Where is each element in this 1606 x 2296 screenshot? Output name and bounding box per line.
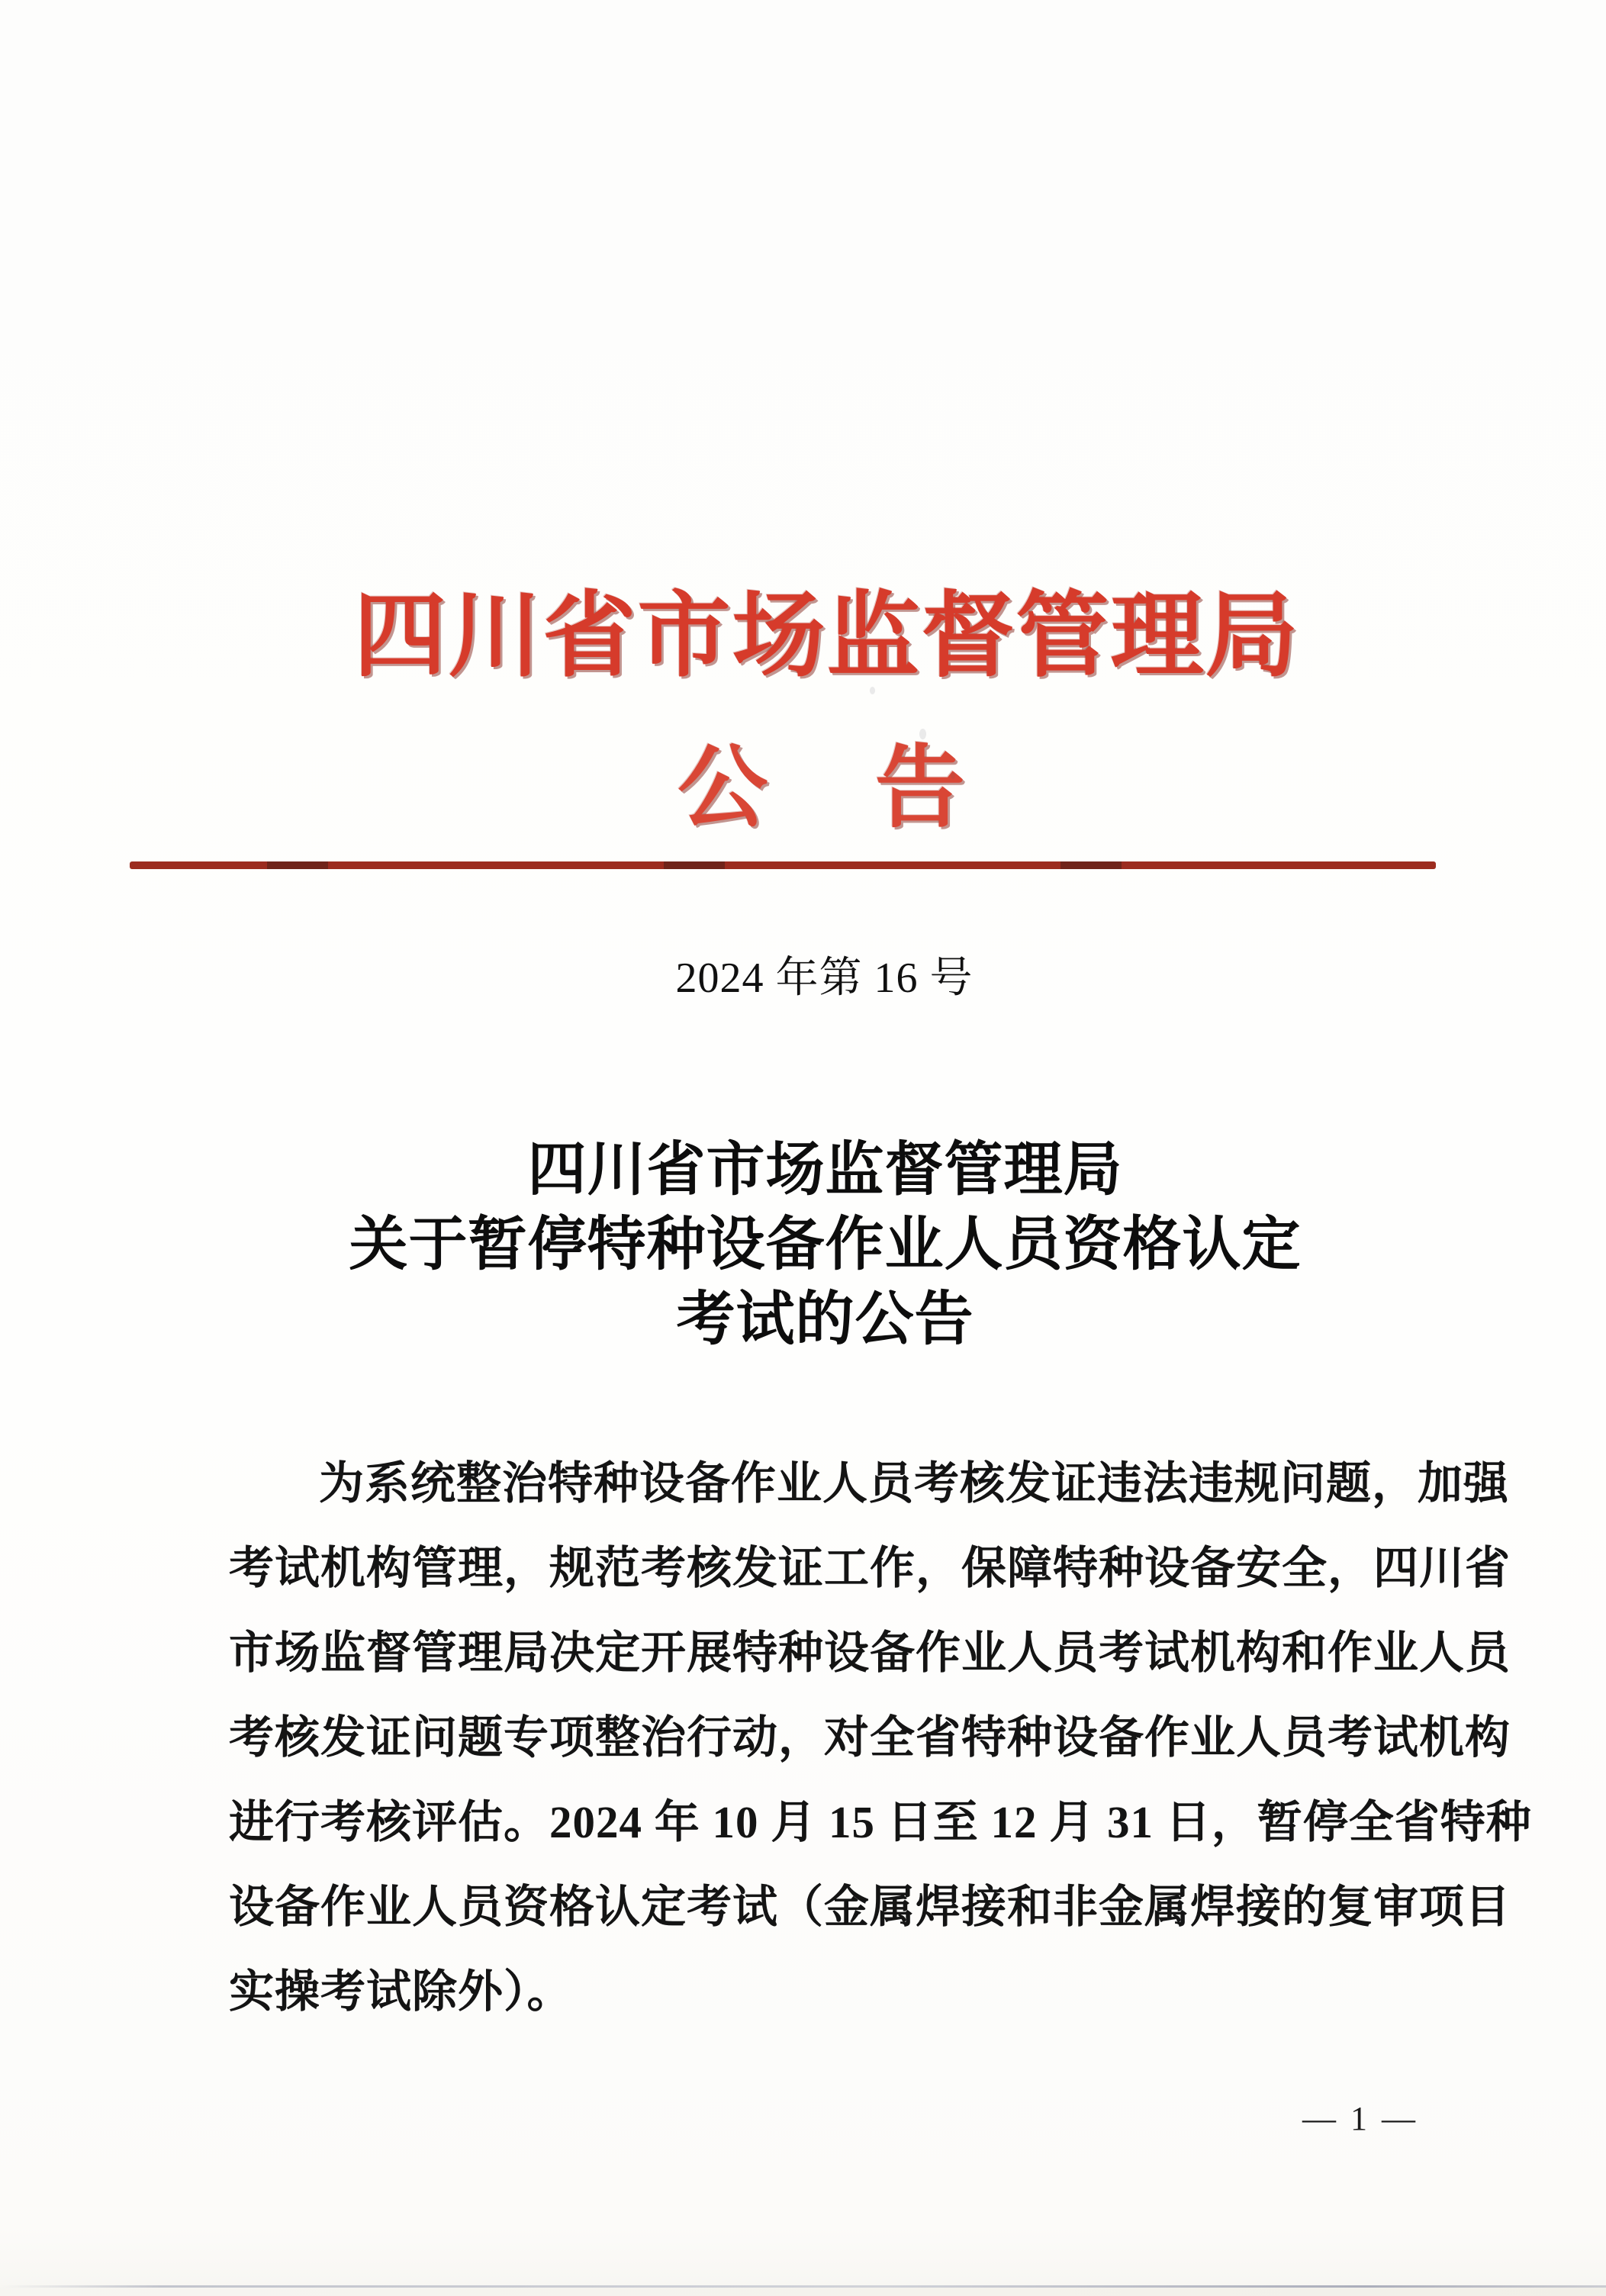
scan-bottom-band (0, 2288, 1606, 2296)
body-line: 进行考核评估。2024 年 10 月 15 日至 12 月 31 日，暂停全省特种 (229, 1797, 1532, 1847)
scan-speck (870, 687, 875, 694)
body-paragraph (229, 1448, 1532, 2041)
document-title-line-1: 四川省市场监督管理局 (527, 1137, 1123, 1203)
masthead-agency-title: 四川省市场监督管理局 (353, 584, 1300, 688)
body-line: 实操考试除外）。 (229, 1966, 573, 2017)
body-line: 考试机构管理，规范考核发证工作，保障特种设备安全，四川省 (229, 1543, 1511, 1593)
page-number: — 1 — (1302, 2100, 1418, 2137)
document-title-line-3: 考试的公告 (676, 1286, 974, 1352)
scan-speck (919, 729, 926, 739)
masthead-divider-rule (130, 861, 1436, 869)
scan-speck (951, 772, 955, 779)
body-line: 为系统整治特种设备作业人员考核发证违法违规问题，加强 (319, 1458, 1510, 1509)
body-line: 考核发证问题专项整治行动，对全省特种设备作业人员考试机构 (229, 1712, 1511, 1763)
body-line: 设备作业人员资格认定考试（金属焊接和非金属焊接的复审项目 (229, 1882, 1511, 1932)
document-title-line-2: 关于暂停特种设备作业人员资格认定 (349, 1212, 1302, 1277)
document-number: 2024 年第 16 号 (675, 955, 974, 1002)
masthead-announcement-label: 公 告 (677, 738, 965, 839)
document-title (22, 1132, 1606, 1357)
body-line: 市场监督管理局决定开展特种设备作业人员考试机构和作业人员 (229, 1628, 1511, 1678)
